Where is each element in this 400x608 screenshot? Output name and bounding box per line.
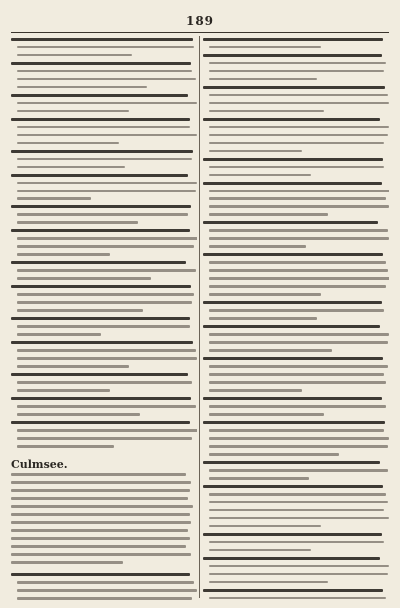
- text-line: [11, 166, 197, 172]
- text-line: [11, 62, 197, 68]
- text-line: [11, 78, 197, 84]
- entry-paragraph: [11, 62, 197, 92]
- text-line: [203, 166, 389, 172]
- text-line: [11, 142, 197, 148]
- text-line: [11, 521, 197, 527]
- text-line: [11, 397, 197, 403]
- text-line: [203, 253, 389, 259]
- text-line: [11, 561, 197, 567]
- text-line: [11, 301, 197, 307]
- text-line: [11, 373, 197, 379]
- entry-paragraph: [11, 205, 197, 227]
- entry-paragraph: [11, 38, 197, 60]
- entry-paragraph: [203, 158, 389, 180]
- entry-paragraph: [203, 533, 389, 555]
- entry-paragraph: [203, 589, 389, 600]
- text-line: [203, 573, 389, 579]
- text-line: [11, 261, 197, 267]
- entry-paragraph: [11, 174, 197, 204]
- text-line: [11, 277, 197, 283]
- text-line: [11, 174, 197, 180]
- text-line: [11, 581, 197, 587]
- entry-paragraph: [11, 285, 197, 315]
- text-line: [203, 293, 389, 299]
- text-line: [11, 405, 197, 411]
- entry-paragraph: [203, 253, 389, 299]
- paragraph-gap: [11, 567, 197, 571]
- text-line: [11, 229, 197, 235]
- text-line: [203, 333, 389, 339]
- text-line: [11, 182, 197, 188]
- text-line: [203, 405, 389, 411]
- text-line: [11, 389, 197, 395]
- text-line: [203, 365, 389, 371]
- text-line: [203, 86, 389, 92]
- entry-paragraph: [11, 261, 197, 283]
- text-line: [11, 70, 197, 76]
- text-line: [11, 309, 197, 315]
- text-line: [11, 333, 197, 339]
- text-line: [203, 581, 389, 587]
- text-line: [203, 397, 389, 403]
- text-line: [11, 197, 197, 203]
- text-line: [203, 190, 389, 196]
- text-line: [11, 269, 197, 275]
- text-line: [11, 413, 197, 419]
- text-line: [11, 86, 197, 92]
- text-line: [11, 429, 197, 435]
- text-line: [11, 529, 197, 535]
- text-line: [11, 505, 197, 511]
- text-line: [11, 513, 197, 519]
- text-line: [203, 221, 389, 227]
- entry-paragraph: [11, 341, 197, 371]
- text-line: [203, 213, 389, 219]
- text-line: [203, 453, 389, 459]
- text-line: [203, 174, 389, 180]
- text-line: [11, 110, 197, 116]
- text-line: [203, 413, 389, 419]
- text-line: [11, 573, 197, 579]
- text-line: [203, 46, 389, 52]
- text-line: [203, 38, 389, 44]
- entry-paragraph: [203, 301, 389, 323]
- text-line: [11, 553, 197, 559]
- column-divider: [199, 36, 200, 598]
- text-line: [203, 126, 389, 132]
- text-line: [11, 94, 197, 100]
- entry-paragraph: [11, 397, 197, 419]
- text-line: [11, 293, 197, 299]
- entry-paragraph: [11, 421, 197, 451]
- text-line: [11, 221, 197, 227]
- text-line: [11, 545, 197, 551]
- text-line: [11, 150, 197, 156]
- text-line: [203, 469, 389, 475]
- text-line: [11, 421, 197, 427]
- text-line: [11, 38, 197, 44]
- text-line: [203, 429, 389, 435]
- text-line: [203, 477, 389, 483]
- text-line: [11, 589, 197, 595]
- text-line: [11, 481, 197, 487]
- right-column: [203, 36, 389, 600]
- text-line: [203, 182, 389, 188]
- text-line: [203, 349, 389, 355]
- text-line: [203, 461, 389, 467]
- text-line: [11, 437, 197, 443]
- text-line: [203, 54, 389, 60]
- text-line: [11, 134, 197, 140]
- text-line: [203, 317, 389, 323]
- text-line: [203, 102, 389, 108]
- text-line: [203, 261, 389, 267]
- text-line: [203, 437, 389, 443]
- text-line: [203, 62, 389, 68]
- entry-paragraph: [203, 118, 389, 156]
- text-line: [11, 473, 197, 479]
- text-line: [203, 501, 389, 507]
- text-line: [203, 509, 389, 515]
- text-line: [11, 158, 197, 164]
- text-line: [203, 557, 389, 563]
- text-line: [11, 381, 197, 387]
- text-line: [11, 357, 197, 363]
- entry-paragraph: [11, 573, 197, 600]
- text-line: [203, 541, 389, 547]
- text-line: [203, 493, 389, 499]
- text-line: [11, 445, 197, 451]
- text-line: [203, 309, 389, 315]
- text-line: [11, 285, 197, 291]
- text-line: [203, 285, 389, 291]
- text-line: [203, 421, 389, 427]
- text-line: [203, 373, 389, 379]
- entry-paragraph: [203, 54, 389, 84]
- entry-paragraph: [11, 118, 197, 148]
- entry-paragraph: [203, 397, 389, 419]
- text-line: [203, 381, 389, 387]
- text-line: [203, 517, 389, 523]
- text-line: [203, 325, 389, 331]
- text-line: [203, 142, 389, 148]
- text-line: [11, 365, 197, 371]
- entry-paragraph: [11, 317, 197, 339]
- text-line: [203, 589, 389, 595]
- text-line: [203, 269, 389, 275]
- text-line: [11, 597, 197, 600]
- text-line: [203, 229, 389, 235]
- text-line: [11, 341, 197, 347]
- entry-paragraph: [203, 86, 389, 116]
- text-line: [11, 237, 197, 243]
- text-line: [11, 349, 197, 355]
- text-line: [11, 325, 197, 331]
- text-line: [203, 597, 389, 600]
- entry-paragraph: [203, 357, 389, 395]
- entry-paragraph: [11, 150, 197, 172]
- text-line: [11, 54, 197, 60]
- text-line: [203, 150, 389, 156]
- text-line: [11, 489, 197, 495]
- text-line: [203, 70, 389, 76]
- text-line: [11, 537, 197, 543]
- entry-paragraph: [203, 38, 389, 52]
- text-line: [203, 525, 389, 531]
- page-number: 189: [185, 14, 215, 28]
- text-line: [11, 46, 197, 52]
- text-line: [11, 205, 197, 211]
- text-line: [11, 126, 197, 132]
- left-column: [11, 36, 197, 600]
- text-line: [203, 205, 389, 211]
- text-line: [203, 301, 389, 307]
- entry-paragraph: [11, 229, 197, 259]
- text-line: [203, 237, 389, 243]
- entry-paragraph: [203, 221, 389, 251]
- entry-paragraph: [203, 485, 389, 531]
- entry-paragraph: [11, 373, 197, 395]
- header-rule: [11, 32, 389, 33]
- text-line: [203, 158, 389, 164]
- entry-paragraph: [203, 325, 389, 355]
- text-line: [203, 565, 389, 571]
- entry-paragraph: [203, 421, 389, 459]
- text-line: [11, 118, 197, 124]
- text-line: [203, 357, 389, 363]
- text-line: [203, 197, 389, 203]
- text-line: [11, 253, 197, 259]
- text-line: [203, 94, 389, 100]
- text-line: [203, 533, 389, 539]
- text-line: [203, 134, 389, 140]
- section-heading: Culmsee.: [11, 458, 68, 472]
- text-line: [11, 213, 197, 219]
- text-line: [11, 102, 197, 108]
- entry-paragraph: [203, 461, 389, 483]
- text-line: [11, 245, 197, 251]
- entry-paragraph: [11, 473, 197, 567]
- text-line: [203, 78, 389, 84]
- text-line: [203, 389, 389, 395]
- entry-paragraph: [11, 94, 197, 116]
- text-line: [11, 497, 197, 503]
- text-line: [11, 190, 197, 196]
- entry-paragraph: [203, 182, 389, 220]
- text-line: [203, 118, 389, 124]
- text-line: [203, 110, 389, 116]
- paragraph-gap: [11, 451, 197, 455]
- text-line: [11, 317, 197, 323]
- text-line: [203, 485, 389, 491]
- entry-paragraph: [203, 557, 389, 587]
- text-line: [203, 341, 389, 347]
- text-line: [203, 277, 389, 283]
- text-line: [203, 549, 389, 555]
- text-line: [203, 245, 389, 251]
- text-line: [203, 445, 389, 451]
